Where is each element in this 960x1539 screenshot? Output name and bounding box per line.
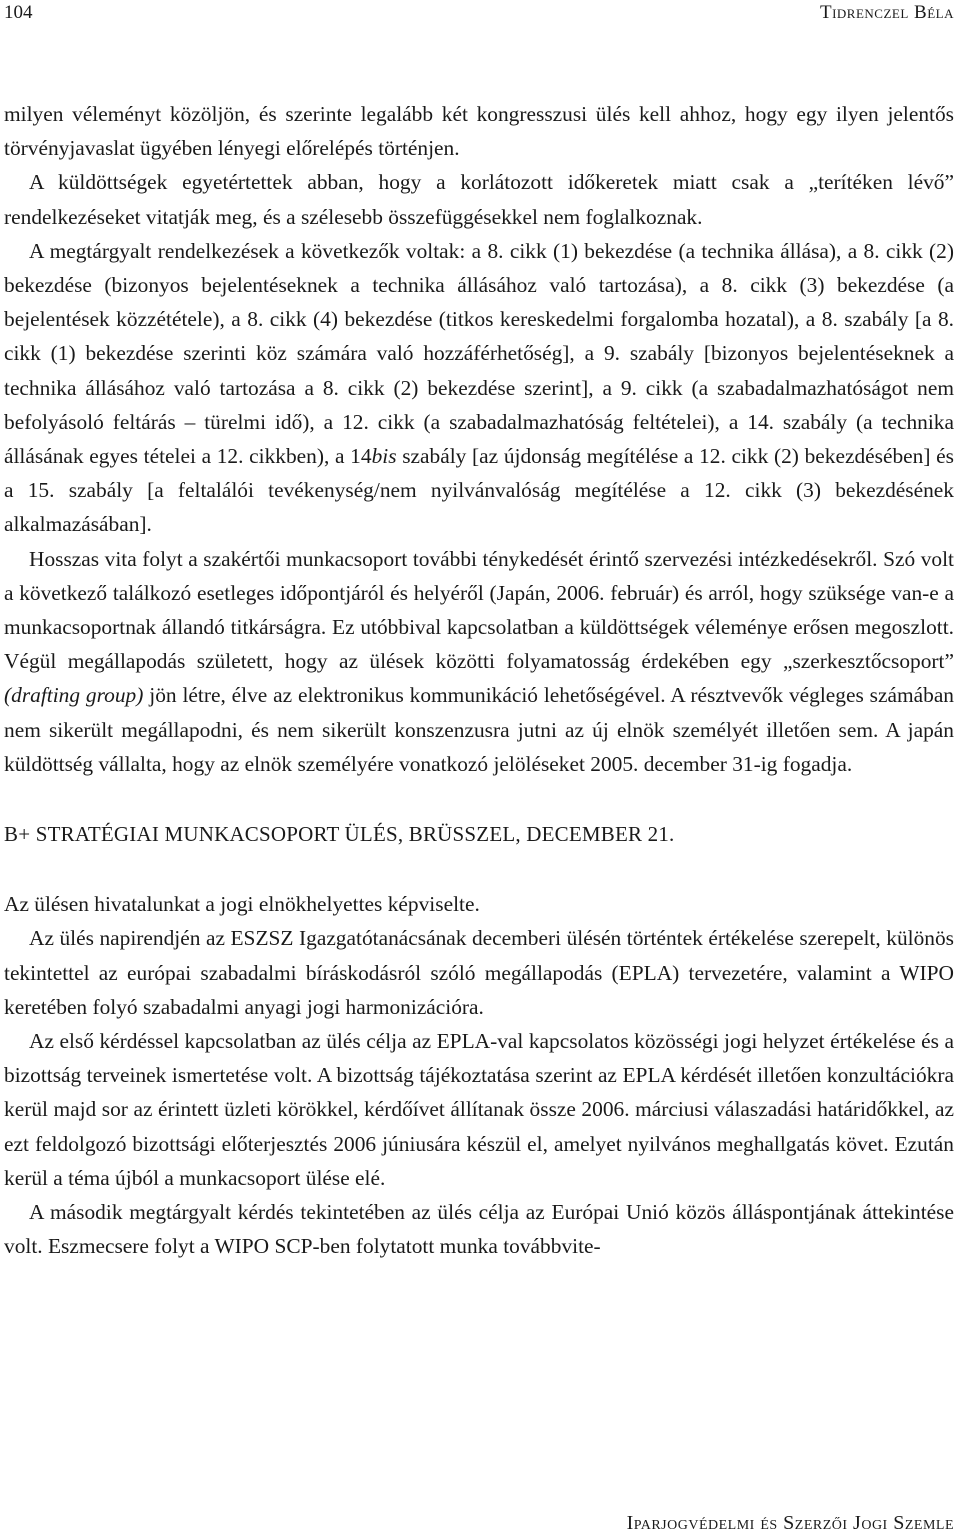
paragraph-4-rest: jön létre, élve az elektronikus kommunikáció lehetőségével. A résztvevők végleges számában nem sikerült megállapodni, és nem sikerült konszenzusra jutni az új elnök személyét illetően sem. A japán küldöttség vállalta, hogy az elnök személyére vonatkozó jelöléseket 2005. december 31-ig fogadja. [4, 683, 955, 776]
paragraph-8: A második megtárgyalt kérdés tekintetében az ülés célja az Európai Unió közös álláspontjának áttekintése volt. Eszmecsere folyt a WIPO SCP-ben folytatott munka továbbvite- [4, 1200, 954, 1259]
section-heading: B+ STRATÉGIAI MUNKACSOPORT ÜLÉS, BRÜSSZEL, DECEMBER 21. [4, 822, 675, 847]
paragraph-3-rest: szabály [az újdonság megítélése a 12. cikk (2) bekezdésében] és a 15. szabály [a feltalálói tevékenység/nem nyilvánvalóság megítélése a 12. cikk (3) bekezdésének alkalmazásában]. [4, 444, 954, 537]
page-number: 104 [4, 2, 33, 23]
paragraph-3-text: A megtárgyalt rendelkezések a következők voltak: a 8. cikk (1) bekezdése (a technika állása), a 8. cikk (2) bekezdése (bizonyos bejelentéseknek a technika állásához való tartozása), a 8. cikk (3) bekezdése (a bejelentések közzététele), a 8. cikk (4) bekezdése (titkos kereskedelmi forgalomba hozatal), a 8. szabály [a 8. cikk (1) bekezdése szerinti köz számára való hozzáférhetőség], a 9. szabály [bizonyos bejelentéseknek a technika állásához való tartozása a 8. cikk (2) bekezdése szerint], a 9. cikk (a szabadalmazhatóságot nem befolyásoló feltárás – türelmi idő), a 12. cikk (a szabadalmazhatóság feltételei), a 14. szabály (a technika állásának egyes tételei a 12. cikkben), a 14 [4, 238, 954, 469]
body-text [4, 97, 954, 1264]
paragraph-1: milyen véleményt közöljön, és szerinte legalább két kongresszusi ülés kell ahhoz, hogy egy ilyen jelentős törvényjavaslat ügyében lényegi előrelépés történjen. [4, 102, 954, 161]
paragraph-6: Az ülés napirendjén az ESZSZ Igazgatótanácsának decemberi ülésén történtek értékelése szerepelt, különös tekintettel az európai szabadalmi bíráskodásról szóló megállapodás (EPLA) tervezetére, valamint a WIPO keretében folyó szabadalmi anyagi jogi harmonizációra. [4, 926, 954, 1019]
paragraph-7: Az első kérdéssel kapcsolatban az ülés célja az EPLA-val kapcsolatos közösségi jogi helyzet értékelése és a bizottság terveinek ismertetése volt. A bizottság tájékoztatása szerint az EPLA kérdését illetően konzultációkra kerül majd sor az érintett üzleti körökkel, kérdőívet állítanak össze 2006. márciusi válaszadási határidőkkel, az ezt feldolgozó bizottsági előterjesztés 2006 júniusára készül el, amelyet nyilvános meghallgatás követ. Ezután kerül a téma újból a munkacsoport ülése elé. [4, 1029, 954, 1190]
paragraph-5: Az ülésen hivatalunkat a jogi elnökhelyettes képviselte. [4, 892, 480, 917]
paragraph-4-text: Hosszas vita folyt a szakértői munkacsoport további ténykedését érintő szervezési intézkedésekről. Szó volt a következő találkozó esetleges időpontjáról és helyéről (Japán, 2006. február) és arról, hogy szüksége van-e a munkacsoportnak állandó titkárságra. Ez utóbbival kapcsolatban a küldöttségek véleménye erősen megoszlott. Végül megállapodás született, hogy az ülések közötti folyamatosság érdekében egy „szerkesztőcsoport” [4, 546, 954, 674]
paragraph-3 [4, 234, 954, 542]
running-foot-journal: Iparjogvédelmi és Szerzői Jogi Szemle [626, 1512, 954, 1534]
running-head [4, 2, 954, 24]
paragraph-4 [4, 542, 954, 781]
paragraph-2: A küldöttségek egyetértettek abban, hogy a korlátozott időkeretek miatt csak a „terítéken lévő” rendelkezéseket vitatják meg, és a szélesebb összefüggésekkel nem foglalkoznak. [4, 170, 954, 229]
running-head-author: Tidrenczel Béla [819, 2, 954, 23]
paragraph-3-italic: bis [371, 444, 397, 469]
paragraph-4-italic: (drafting group) [4, 683, 144, 708]
